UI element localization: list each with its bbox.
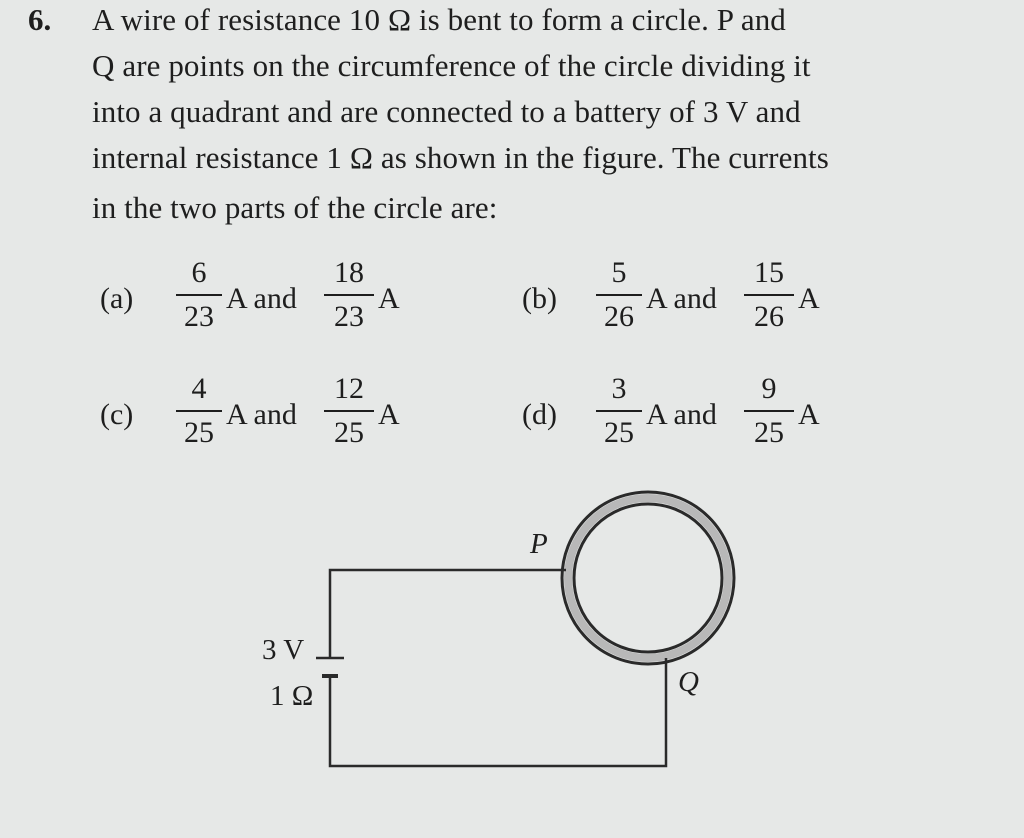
option-c-numerator-2: 12 [334,372,364,405]
option-a-unit: A [378,282,400,315]
option-b-numerator-1: 5 [611,256,627,289]
question-line-3: into a quadrant and are connected to a battery of 3 V and [92,94,801,129]
point-p-label: P [530,528,548,560]
option-b-denominator-1: 26 [604,300,634,333]
option-c-denominator-2: 25 [334,416,364,449]
option-b-numerator-2: 15 [754,256,784,289]
option-d-denominator-2: 25 [754,416,784,449]
option-b-denominator-2: 26 [754,300,784,333]
option-c-and: A and [226,398,297,431]
wire-bottom-right [330,658,666,766]
wire-top-left [330,570,566,658]
question-line-1: A wire of resistance 10 Ω is bent to form a circle. P and [92,2,786,37]
option-a-denominator-1: 23 [184,300,214,333]
option-c-label: (c) [100,398,134,431]
option-d-and: A and [646,398,717,431]
option-a-denominator-2: 23 [334,300,364,333]
option-a-label: (a) [100,282,134,315]
wire-ring-body [568,498,728,658]
option-a-and: A and [226,282,297,315]
option-d-numerator-1: 3 [611,372,627,405]
option-c-unit: A [378,398,400,431]
option-a-numerator-1: 6 [191,256,207,289]
option-d-label: (d) [522,398,557,431]
wire-ring-inner [574,504,722,652]
battery-emf-label: 3 V [262,634,305,666]
question-line-2: Q are points on the circumference of the circle dividing it [92,48,811,83]
option-c-denominator-1: 25 [184,416,214,449]
option-d-denominator-1: 25 [604,416,634,449]
option-b-unit: A [798,282,820,315]
point-q-label: Q [678,666,699,698]
option-c-numerator-1: 4 [191,372,207,405]
internal-resistance-label: 1 Ω [270,680,314,712]
option-b-and: A and [646,282,717,315]
option-a-numerator-2: 18 [334,256,364,289]
option-d-unit: A [798,398,820,431]
option-b-label: (b) [522,282,557,315]
question-line-5: in the two parts of the circle are: [92,190,498,225]
option-d-numerator-2: 9 [761,372,777,405]
question-line-4: internal resistance 1 Ω as shown in the figure. The currents [92,140,829,175]
wire-ring-outer [562,492,734,664]
question-number: 6. [28,2,52,37]
